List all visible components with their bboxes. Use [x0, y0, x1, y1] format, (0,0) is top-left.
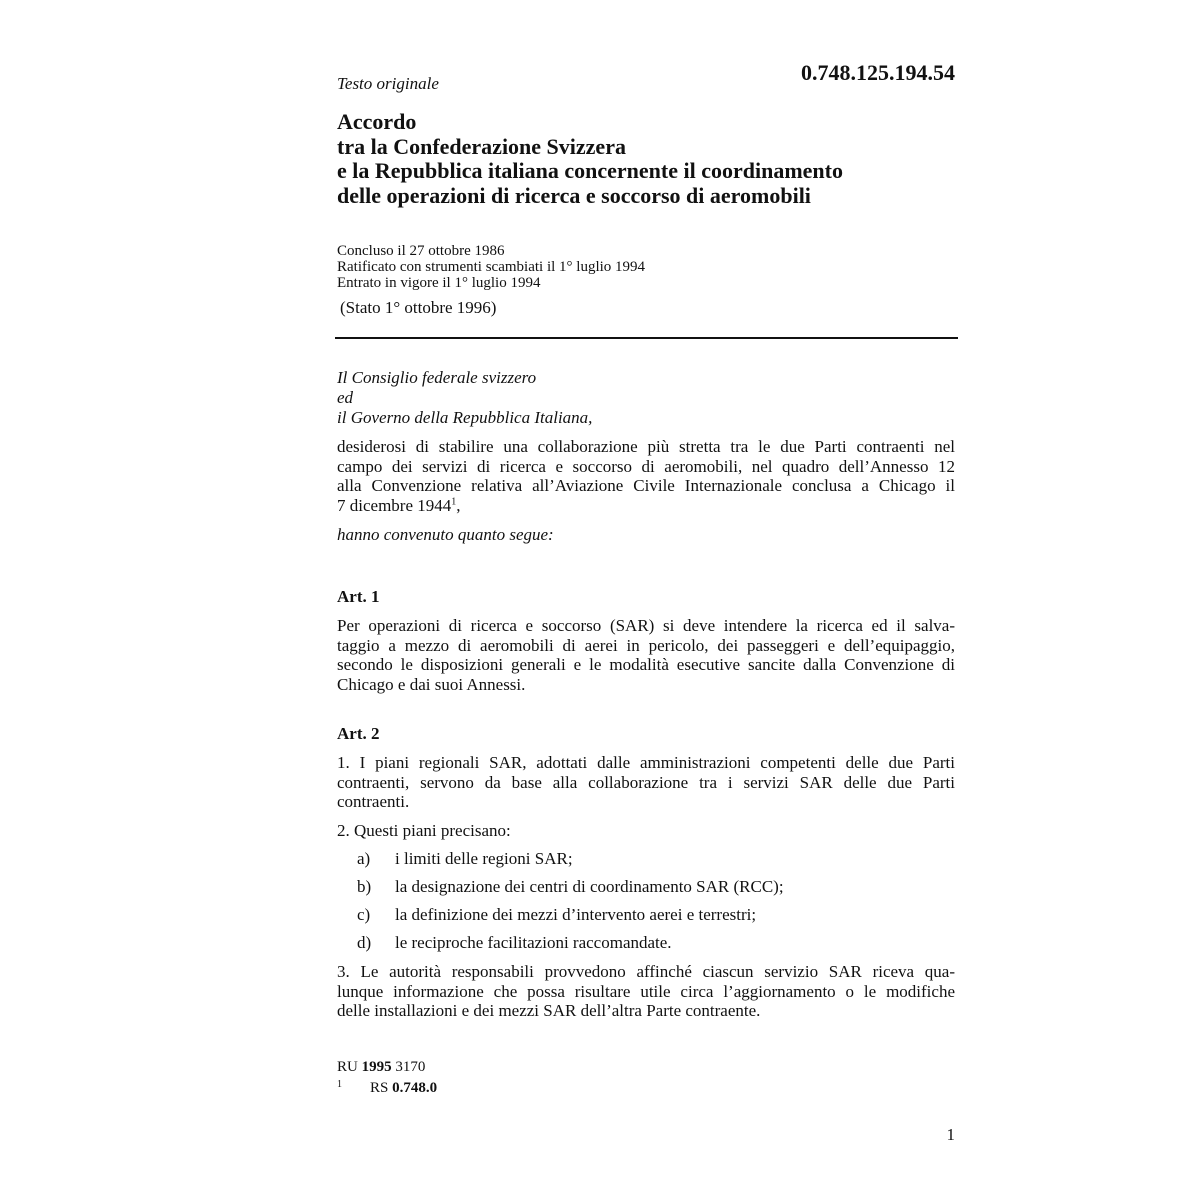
party-conjunction: ed [337, 388, 354, 407]
list-item-label: d) [357, 933, 372, 952]
preamble-parties [337, 368, 592, 428]
dates-block [337, 243, 645, 291]
list-item-label: c) [357, 905, 371, 924]
article-line: contraenti. [337, 792, 410, 812]
article-line: taggio a mezzo di aeromobili di aerei in pericolo, dei passeggeri e dell’equipaggio, [337, 635, 955, 655]
recital-date: 7 dicembre 1944 [337, 495, 452, 515]
list-item-text: le reciproche facilitazioni raccomandate. [395, 933, 672, 952]
footnote [337, 1079, 437, 1097]
footnote-reference[interactable]: 1 [451, 496, 457, 508]
list-item-text: la definizione dei mezzi d’intervento aerei e terrestri; [395, 905, 757, 924]
header-divider [335, 337, 958, 339]
article-line: delle installazioni e dei mezzi SAR dell’altra Parte contraente. [337, 1001, 761, 1021]
title-line: tra la Confederazione Svizzera [337, 133, 626, 159]
article-line: 1. I piani regionali SAR, adottati dalle amministrazioni competenti delle due Parti [337, 753, 955, 772]
ru-year: 1995 [361, 1059, 392, 1075]
ru-page: 3170 [395, 1059, 426, 1075]
article-2-paragraph-3 [337, 962, 955, 1021]
article-2-paragraph-1 [337, 753, 955, 812]
article-line: Chicago e dai suoi Annessi. [337, 674, 526, 694]
official-collection-reference [337, 1059, 425, 1076]
title-line: e la Repubblica italiana concernente il coordinamento [337, 158, 843, 183]
agreed-clause: hanno convenuto quanto segue: [337, 525, 554, 544]
party-italy: il Governo della Repubblica Italiana, [337, 408, 593, 427]
list-item [357, 933, 672, 953]
recital-line: campo dei servizi di ricerca e soccorso di aeromobili, nel quadro dell’Annesso 12 [337, 456, 955, 476]
status-date: (Stato 1° ottobre 1996) [340, 298, 497, 317]
article-line: lunque informazione che possa risultare utile circa l’aggiornamento o le modifiche [337, 981, 955, 1001]
page-number: 1 [946, 1125, 955, 1144]
article-line: contraenti, servono da base alla collaborazione tra i servizi SAR delle due Parti [337, 772, 955, 792]
list-item-text: la designazione dei centri di coordinamento SAR (RCC); [395, 877, 784, 896]
ru-prefix: RU [337, 1059, 358, 1075]
recital-paragraph [337, 437, 955, 515]
party-swiss: Il Consiglio federale svizzero [337, 368, 537, 387]
footnote-mark: 1 [337, 1079, 342, 1090]
footnote-prefix: RS [370, 1080, 389, 1096]
article-line: 3. Le autorità responsabili provvedono affinché ciascun servizio SAR riceva qua- [337, 962, 955, 981]
concluded-date: Concluso il 27 ottobre 1986 [337, 243, 505, 259]
list-item [357, 877, 784, 897]
recital-punct: , [456, 495, 461, 515]
title-line: Accordo [337, 109, 417, 134]
recital-line: desiderosi di stabilire una collaborazione più stretta tra le due Parti contraenti nel [337, 437, 955, 456]
list-item-text: i limiti delle regioni SAR; [395, 849, 573, 868]
in-force-date: Entrato in vigore il 1° luglio 1994 [337, 275, 541, 291]
title-line: delle operazioni di ricerca e soccorso di aeromobili [337, 182, 811, 208]
article-2-heading: Art. 2 [337, 724, 380, 743]
original-text-label: Testo originale [337, 74, 439, 93]
sr-number: 0.748.125.194.54 [801, 60, 955, 85]
footnote-reference-number[interactable]: 0.748.0 [392, 1080, 438, 1096]
article-1-heading: Art. 1 [337, 587, 380, 606]
ratified-date: Ratificato con strumenti scambiati il 1° luglio 1994 [337, 259, 646, 275]
article-line: Per operazioni di ricerca e soccorso (SAR) si deve intendere la ricerca ed il salva- [337, 616, 955, 635]
list-item [357, 905, 756, 925]
recital-line [337, 496, 955, 516]
article-1-text [337, 616, 955, 694]
document-title [337, 110, 977, 208]
recital-line: alla Convenzione relativa all’Aviazione Civile Internazionale conclusa a Chicago il [337, 476, 955, 496]
list-item-label: b) [357, 877, 372, 896]
list-item [357, 849, 573, 869]
article-line: secondo le disposizioni generali e le modalità esecutive sancite dalla Convenzione di [337, 655, 955, 675]
article-2-paragraph-2: 2. Questi piani precisano: [337, 821, 511, 840]
list-item-label: a) [357, 849, 371, 868]
